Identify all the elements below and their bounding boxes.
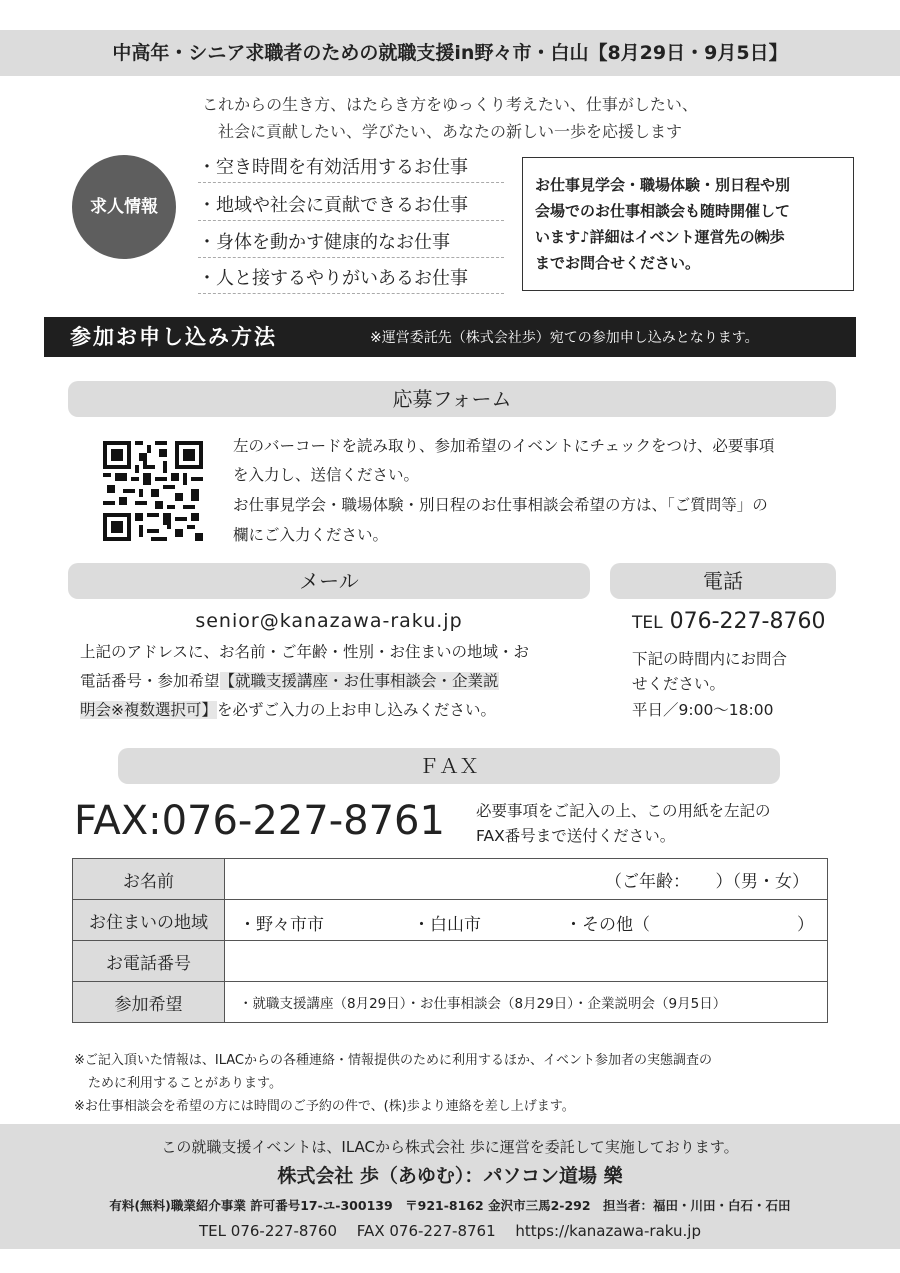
mail-text-highlight: 明会※複数選択可】 xyxy=(80,701,217,719)
mail-heading: メール xyxy=(68,563,590,599)
footnote-line: ※ご記入頂いた情報は、ILACからの各種連絡・情報提供のために利用するほか、イベント参加者の実態調査の xyxy=(74,1053,713,1068)
job-item-3: ・身体を動かす健康的なお仕事 xyxy=(198,228,504,258)
footer-contact[interactable]: TEL 076-227-8760 FAX 076-227-8761 https://kanazawa-raku.jp xyxy=(199,1222,701,1240)
phone-label: お電話番号 xyxy=(73,941,225,982)
age-gender-text: （ご年齢： ）（男・女） xyxy=(605,871,809,892)
table-row xyxy=(73,859,828,900)
area-option-nonoichi[interactable]: ・野々市市 xyxy=(239,915,324,935)
intro-line-2: 社会に貢献したい、学びたい、あなたの新しい一歩を応援します xyxy=(217,122,682,141)
apply-band xyxy=(44,317,856,357)
job-item-1: ・空き時間を有効活用するお仕事 xyxy=(198,153,504,183)
apply-note: ※運営委託先（株式会社歩）宛ての参加申し込みとなります。 xyxy=(370,330,759,346)
job-item-4: ・人と接するやりがいあるお仕事 xyxy=(198,264,504,294)
phone-tel[interactable] xyxy=(632,609,825,634)
footer-license: 有料(無料)職業紹介事業 許可番号17-ユ-300139 〒921-8162 金沢市三馬2-292 担当者：福田・川田・白石・石田 xyxy=(109,1198,791,1213)
footnote-line: ために利用することがあります。 xyxy=(88,1076,282,1091)
mail-text-line xyxy=(80,669,499,691)
footnote-line: ※お仕事相談会を希望の方には時間のご予約の件で、(株)歩より連絡を差し上げます。 xyxy=(74,1099,575,1114)
table-row xyxy=(73,900,828,941)
form-text-line: 欄にご入力ください。 xyxy=(233,526,389,544)
wish-options[interactable]: ・就職支援講座（8月29日）・お仕事相談会（8月29日）・企業説明会（9月5日） xyxy=(239,996,727,1012)
footer-line: この就職支援イベントは、ILACから株式会社 歩に運営を委託して実施しております。 xyxy=(161,1138,739,1156)
mail-text-highlight: 【就職支援講座・お仕事相談会・企業説 xyxy=(219,672,499,690)
area-option-other[interactable]: ・その他（ xyxy=(565,915,650,935)
phone-heading: 電話 xyxy=(610,563,836,599)
note-line: います♪詳細はイベント運営先の㈱歩 xyxy=(535,228,785,246)
name-label: お名前 xyxy=(73,859,225,900)
top-banner xyxy=(0,30,900,76)
job-item-2: ・地域や社会に貢献できるお仕事 xyxy=(198,191,504,221)
job-info-badge: 求人情報 xyxy=(72,155,176,259)
note-line: までお問合せください。 xyxy=(535,254,701,272)
table-row xyxy=(73,941,828,982)
mail-text-line: 上記のアドレスに、お名前・ご年齢・性別・お住まいの地域・お xyxy=(80,643,530,661)
mail-text-part: 電話番号・参加希望 xyxy=(80,672,220,690)
phone-text-line: せください。 xyxy=(632,675,726,693)
form-text-line: を入力し、送信ください。 xyxy=(233,466,420,484)
wish-field[interactable] xyxy=(225,982,828,1023)
area-option-hakusan[interactable]: ・白山市 xyxy=(413,915,481,935)
mail-address-link[interactable]: senior@kanazawa-raku.jp xyxy=(195,610,463,632)
intro-line-1: これからの生き方、はたらき方をゆっくり考えたい、仕事がしたい、 xyxy=(202,95,698,114)
tel-number: 076-227-8760 xyxy=(669,609,826,634)
name-field[interactable] xyxy=(225,859,828,900)
note-line: 会場でのお仕事相談会も随時開催して xyxy=(535,202,791,220)
fax-note-line: 必要事項をご記入の上、この用紙を左記の xyxy=(476,802,771,820)
fax-note-line: FAX番号まで送付ください。 xyxy=(476,827,676,845)
area-field[interactable] xyxy=(225,900,828,941)
area-label: お住まいの地域 xyxy=(73,900,225,941)
area-other-close: ） xyxy=(797,915,814,935)
registration-table xyxy=(72,858,828,1023)
event-note-box xyxy=(522,157,854,291)
qr-code-icon[interactable] xyxy=(103,441,203,541)
page-title: 中高年・シニア求職者のための就職支援in野々市・白山【8月29日・9月5日】 xyxy=(112,42,788,64)
form-text-line: お仕事見学会・職場体験・別日程のお仕事相談会希望の方は、「ご質問等」の xyxy=(233,496,768,514)
phone-hours: 平日／9:00〜18:00 xyxy=(632,701,774,719)
form-text-line: 左のバーコードを読み取り、参加希望のイベントにチェックをつけ、必要事項 xyxy=(233,437,775,455)
wish-label: 参加希望 xyxy=(73,982,225,1023)
phone-text-line: 下記の時間内にお問合 xyxy=(632,650,788,668)
apply-title: 参加お申し込み方法 xyxy=(70,325,277,349)
footer-company: 株式会社 歩（あゆむ）：パソコン道場 樂 xyxy=(277,1165,623,1187)
fax-number: FAX:076-227-8761 xyxy=(74,798,445,844)
mail-text-line xyxy=(80,698,496,720)
phone-field[interactable] xyxy=(225,941,828,982)
fax-heading: ＦＡＸ xyxy=(118,748,780,784)
mail-text-part: を必ずご入力の上お申し込みください。 xyxy=(217,701,497,719)
table-row xyxy=(73,982,828,1023)
note-line: お仕事見学会・職場体験・別日程や別 xyxy=(535,176,791,194)
form-heading: 応募フォーム xyxy=(68,381,836,417)
tel-label: TEL xyxy=(632,613,663,633)
